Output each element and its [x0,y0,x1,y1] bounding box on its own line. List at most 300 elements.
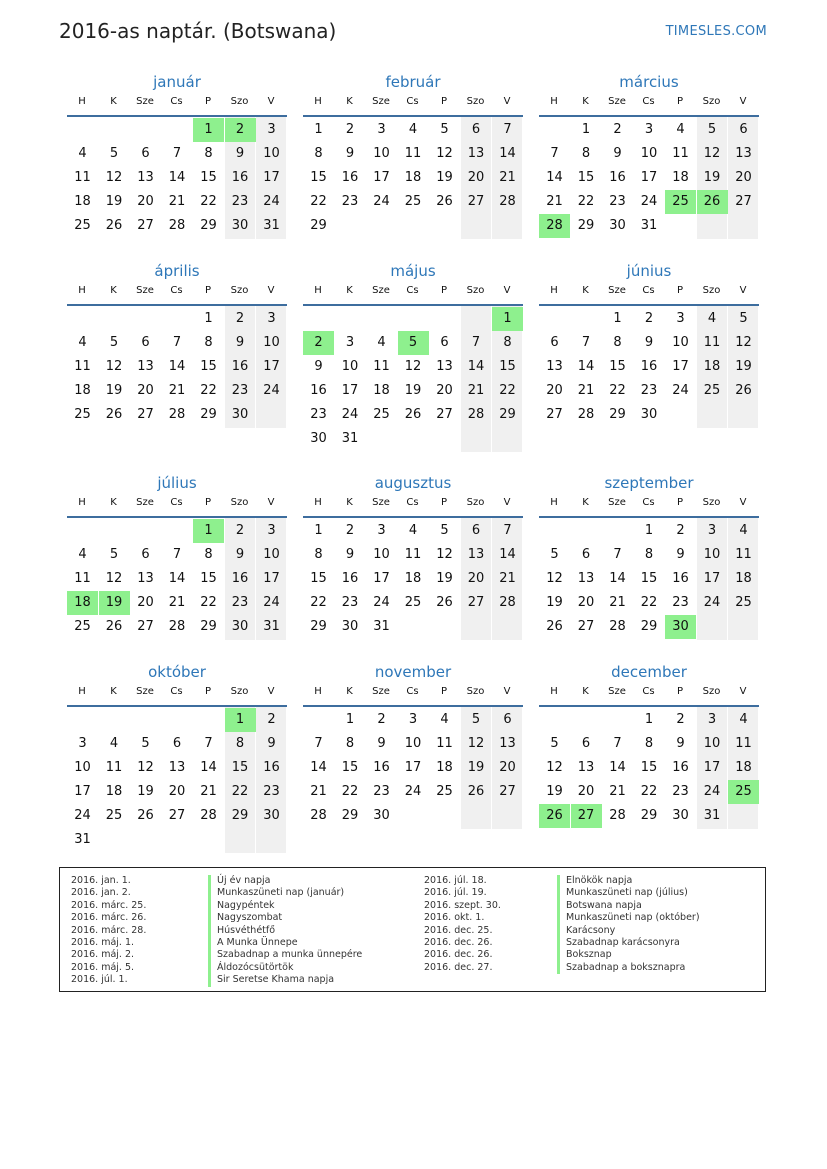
holiday-day-cell: 25 [728,780,759,804]
holiday-day-cell: 26 [697,190,728,214]
day-cell: 14 [467,359,485,374]
day-cell: 17 [263,571,280,586]
day-cell: 2 [676,523,685,538]
legend-holiday-name: Sir Seretse Khama napja [208,974,362,986]
weekday-header: Cs [406,96,419,107]
header-rule [539,115,759,117]
day-cell: 10 [404,736,422,751]
day-cell: 3 [267,311,276,326]
weekday-header: K [582,96,589,107]
day-cell: 31 [74,832,91,847]
day-cell: 21 [499,170,516,185]
holiday-day-cell: 30 [665,615,696,639]
day-cell: 21 [168,383,186,398]
weekday-header: Szo [466,285,485,296]
month-name: november [374,663,452,681]
day-cell: 20 [577,595,595,610]
day-cell: 25 [74,619,91,634]
day-cell: 11 [703,335,721,350]
day-cell: 27 [546,407,563,422]
weekday-header: V [739,497,747,508]
day-cell: 29 [200,619,217,634]
day-cell: 3 [267,122,276,137]
day-cell: 16 [672,571,689,586]
day-cell: 28 [200,808,217,823]
day-cell: 28 [168,619,186,634]
day-cell: 2 [377,712,386,727]
legend-holiday-name: Munkaszüneti nap (október) [557,912,700,924]
day-cell: 13 [467,547,485,562]
day-cell: 25 [703,383,721,398]
day-cell: 6 [739,122,748,137]
day-cell: 9 [345,547,355,562]
holiday-day-cell: 5 [398,331,429,355]
day-cell: 4 [78,547,87,562]
day-cell: 23 [341,595,359,610]
day-cell: 18 [735,571,752,586]
weekday-header: K [582,497,589,508]
day-cell: 30 [231,218,249,233]
day-cell: 3 [408,712,418,727]
weekday-header: V [739,686,747,697]
month-name: február [385,73,441,91]
weekday-header: Sze [372,285,390,296]
weekday-header: Cs [170,285,183,296]
day-cell: 1 [644,523,654,538]
day-cell: 27 [168,808,186,823]
day-cell: 7 [503,122,512,137]
holiday-day-cell: 28 [539,214,570,238]
day-cell: 30 [373,808,390,823]
day-cell: 5 [707,122,717,137]
day-cell: 11 [735,547,752,562]
day-cell: 9 [314,359,323,374]
month-name: május [390,262,436,280]
day-cell: 20 [735,170,752,185]
day-cell: 13 [137,170,154,185]
legend-dates-column-2 [424,875,501,974]
day-cell: 15 [499,359,516,374]
day-cell: 24 [263,194,280,209]
day-cell: 19 [735,359,752,374]
weekday-header: P [676,497,684,508]
weekday-header: P [440,285,448,296]
day-cell: 5 [550,736,559,751]
day-cell: 26 [546,619,563,634]
day-cell: 21 [200,784,217,799]
day-cell: 29 [640,808,658,823]
header-rule [539,705,759,707]
day-cell: 6 [503,712,512,727]
day-cell: 4 [377,335,386,350]
day-cell: 11 [404,547,422,562]
day-cell: 21 [310,784,327,799]
weekday-header: Szo [466,497,485,508]
weekday-header: K [346,96,353,107]
day-cell: 12 [404,359,422,374]
day-cell: 12 [546,760,563,775]
day-cell: 12 [137,760,154,775]
day-cell: 23 [609,194,626,209]
day-cell: 15 [609,359,626,374]
day-cell: 27 [137,407,154,422]
weekday-header: H [314,497,322,508]
day-cell: 10 [341,359,359,374]
legend-date: 2016. dec. 27. [424,961,493,973]
day-cell: 22 [310,194,327,209]
day-cell: 7 [172,547,182,562]
legend-holiday-name: Szabadnap a boksznapra [557,962,700,974]
day-cell: 30 [640,407,658,422]
day-cell: 11 [672,146,689,161]
day-cell: 20 [546,383,563,398]
day-cell: 23 [231,194,249,209]
day-cell: 5 [109,547,119,562]
day-cell: 4 [408,523,418,538]
weekday-header: Cs [406,686,419,697]
day-cell: 11 [735,736,752,751]
day-cell: 25 [436,784,453,799]
day-cell: 28 [577,407,595,422]
weekday-header: V [267,686,275,697]
day-cell: 29 [640,619,658,634]
day-cell: 9 [235,335,245,350]
day-cell: 18 [74,194,91,209]
day-cell: 13 [436,359,453,374]
legend-date: 2016. márc. 25. [71,899,147,911]
day-cell: 16 [373,760,390,775]
day-cell: 14 [168,170,186,185]
month-name: december [611,663,687,681]
weekday-header: Szo [702,686,721,697]
day-cell: 27 [577,619,595,634]
holiday-day-cell: 2 [225,118,256,142]
day-cell: 9 [676,736,685,751]
day-cell: 15 [200,170,217,185]
weekday-header: Sze [372,96,390,107]
holiday-legend [59,867,766,992]
day-cell: 23 [341,194,359,209]
weekday-header: P [204,497,212,508]
day-cell: 9 [235,547,245,562]
day-cell: 2 [235,523,245,538]
day-cell: 30 [672,808,689,823]
day-cell: 13 [137,571,154,586]
legend-date: 2016. jan. 1. [71,875,131,886]
day-cell: 2 [676,712,685,727]
day-cell: 7 [503,523,512,538]
weekday-header: K [582,285,589,296]
weekday-header: V [739,285,747,296]
weekday-header: V [739,96,747,107]
day-cell: 15 [577,170,595,185]
day-cell: 19 [546,595,563,610]
weekday-header: Szo [230,285,249,296]
day-cell: 13 [735,146,752,161]
day-cell: 22 [609,383,626,398]
day-cell: 19 [703,170,721,185]
day-cell: 16 [672,760,689,775]
legend-holiday-name: Szabadnap a munka ünnepére [208,949,362,961]
weekday-header: Cs [170,686,183,697]
day-cell: 13 [577,760,595,775]
weekday-header: Sze [608,686,626,697]
weekday-header: V [503,96,511,107]
day-cell: 20 [168,784,186,799]
weekday-header: P [204,96,212,107]
day-cell: 22 [577,194,595,209]
weekday-header: Cs [642,285,655,296]
legend-date: 2016. jan. 2. [71,887,131,899]
day-cell: 14 [200,760,217,775]
day-cell: 8 [204,335,213,350]
day-cell: 26 [467,784,485,799]
day-cell: 4 [707,311,717,326]
day-cell: 29 [310,218,327,233]
day-cell: 23 [672,595,689,610]
day-cell: 28 [609,619,626,634]
day-cell: 24 [703,595,721,610]
day-cell: 5 [109,146,119,161]
day-cell: 24 [373,595,390,610]
day-cell: 28 [168,218,186,233]
day-cell: 23 [373,784,390,799]
day-cell: 23 [231,383,249,398]
weekday-header: Cs [406,285,419,296]
legend-holiday-name: Húsvéthétfő [208,925,362,937]
day-cell: 17 [672,359,689,374]
day-cell: 30 [310,431,327,446]
weekday-header: P [676,686,684,697]
day-cell: 7 [314,736,323,751]
day-cell: 26 [436,595,453,610]
day-cell: 21 [467,383,485,398]
day-cell: 26 [404,407,422,422]
day-cell: 12 [703,146,721,161]
month-name: április [154,262,200,280]
day-cell: 4 [109,736,119,751]
day-cell: 18 [672,170,689,185]
weekday-header: H [550,96,558,107]
weekday-header: K [346,497,353,508]
month-name: július [157,474,197,492]
day-cell: 6 [471,122,481,137]
day-cell: 19 [137,784,154,799]
day-cell: 13 [137,359,154,374]
legend-date: 2016. máj. 1. [71,936,135,948]
day-cell: 1 [314,122,323,137]
month-name: március [619,73,679,91]
day-cell: 15 [640,571,658,586]
day-cell: 19 [546,784,563,799]
day-cell: 20 [577,784,595,799]
day-cell: 8 [644,547,654,562]
legend-date: 2016. dec. 26. [424,949,493,961]
day-cell: 24 [703,784,721,799]
weekday-header: H [314,686,322,697]
day-cell: 4 [739,523,748,538]
day-cell: 7 [613,736,622,751]
header-rule [67,705,287,707]
day-cell: 22 [200,383,217,398]
day-cell: 23 [310,407,327,422]
day-cell: 7 [613,547,622,562]
weekday-header: Cs [642,497,655,508]
day-cell: 31 [263,619,280,634]
weekday-header: H [550,285,558,296]
day-cell: 2 [613,122,622,137]
weekday-header: Sze [608,285,626,296]
day-cell: 13 [168,760,186,775]
legend-holiday-name: Munkaszüneti nap (július) [557,887,700,899]
day-cell: 4 [676,122,685,137]
day-cell: 6 [581,736,591,751]
day-cell: 27 [735,194,752,209]
day-cell: 21 [499,571,516,586]
day-cell: 24 [74,808,91,823]
day-cell: 17 [373,571,390,586]
legend-date: 2016. dec. 25. [424,924,493,936]
day-cell: 28 [310,808,327,823]
day-cell: 26 [105,619,123,634]
header-rule [67,516,287,518]
day-cell: 15 [231,760,249,775]
day-cell: 10 [703,736,721,751]
weekday-header: Sze [372,497,390,508]
day-cell: 8 [204,146,213,161]
weekday-header: Cs [170,497,183,508]
day-cell: 23 [231,595,249,610]
day-cell: 6 [141,335,150,350]
weekday-header: V [267,497,275,508]
weekday-header: P [204,285,212,296]
weekday-header: V [503,497,511,508]
day-cell: 29 [200,407,217,422]
day-cell: 27 [467,194,485,209]
day-cell: 8 [235,736,245,751]
day-cell: 9 [235,146,245,161]
weekday-header: H [78,285,86,296]
day-cell: 21 [577,383,595,398]
weekday-header: H [550,686,558,697]
weekday-header: V [503,285,511,296]
day-cell: 12 [546,571,563,586]
day-cell: 2 [267,712,276,727]
day-cell: 24 [404,784,422,799]
weekday-header: H [550,497,558,508]
day-cell: 31 [703,808,721,823]
day-cell: 24 [263,595,280,610]
day-cell: 16 [341,170,359,185]
weekday-header: V [503,686,511,697]
legend-date: 2016. okt. 1. [424,912,485,924]
day-cell: 5 [471,712,481,727]
weekday-header: P [676,285,684,296]
day-cell: 20 [467,571,485,586]
day-cell: 21 [609,595,626,610]
day-cell: 16 [231,170,249,185]
holiday-day-cell: 1 [492,307,523,331]
legend-dates-column-1 [71,875,146,987]
day-cell: 23 [263,784,280,799]
day-cell: 27 [137,619,154,634]
brand-link[interactable]: TIMESLES.COM [665,24,767,39]
day-cell: 30 [609,218,626,233]
weekday-header: H [314,285,322,296]
page-title: 2016-as naptár. (Botswana) [59,19,337,43]
weekday-header: Cs [642,96,655,107]
header-rule [303,705,523,707]
day-cell: 29 [231,808,249,823]
day-cell: 22 [200,194,217,209]
day-cell: 5 [440,523,449,538]
day-cell: 15 [640,760,658,775]
day-cell: 14 [168,571,186,586]
day-cell: 3 [78,736,87,751]
day-cell: 19 [404,383,422,398]
header-rule [303,304,523,306]
day-cell: 22 [499,383,516,398]
day-cell: 29 [577,218,595,233]
day-cell: 10 [373,547,390,562]
day-cell: 17 [341,383,359,398]
day-cell: 18 [735,760,752,775]
day-cell: 8 [345,736,355,751]
day-cell: 26 [735,383,752,398]
weekday-header: H [78,686,86,697]
day-cell: 6 [550,335,559,350]
holiday-day-cell: 19 [99,591,130,615]
day-cell: 14 [168,359,186,374]
day-cell: 26 [137,808,154,823]
day-cell: 20 [137,595,154,610]
day-cell: 17 [640,170,658,185]
legend-names-column-2 [557,875,700,974]
day-cell: 28 [168,407,186,422]
day-cell: 12 [467,736,485,751]
weekday-header: Sze [372,686,390,697]
day-cell: 9 [267,736,276,751]
holiday-day-cell: 26 [539,804,570,828]
day-cell: 27 [499,784,516,799]
day-cell: 24 [672,383,689,398]
day-cell: 30 [231,619,249,634]
day-cell: 3 [377,523,386,538]
day-cell: 13 [577,571,595,586]
day-cell: 21 [168,194,186,209]
weekday-header: H [314,96,322,107]
day-cell: 2 [345,523,355,538]
day-cell: 6 [581,547,591,562]
day-cell: 27 [137,218,154,233]
weekday-header: Sze [608,497,626,508]
day-cell: 23 [640,383,658,398]
day-cell: 20 [467,170,485,185]
day-cell: 11 [105,760,123,775]
day-cell: 15 [310,170,327,185]
weekday-header: Szo [466,686,485,697]
weekday-header: K [110,285,117,296]
legend-date: 2016. júl. 19. [424,887,487,899]
day-cell: 31 [341,431,359,446]
day-cell: 15 [200,571,217,586]
weekday-header: Szo [230,497,249,508]
weekday-header: Sze [136,497,154,508]
day-cell: 19 [467,760,485,775]
day-cell: 16 [640,359,658,374]
weekday-header: Szo [702,497,721,508]
day-cell: 11 [74,170,91,185]
